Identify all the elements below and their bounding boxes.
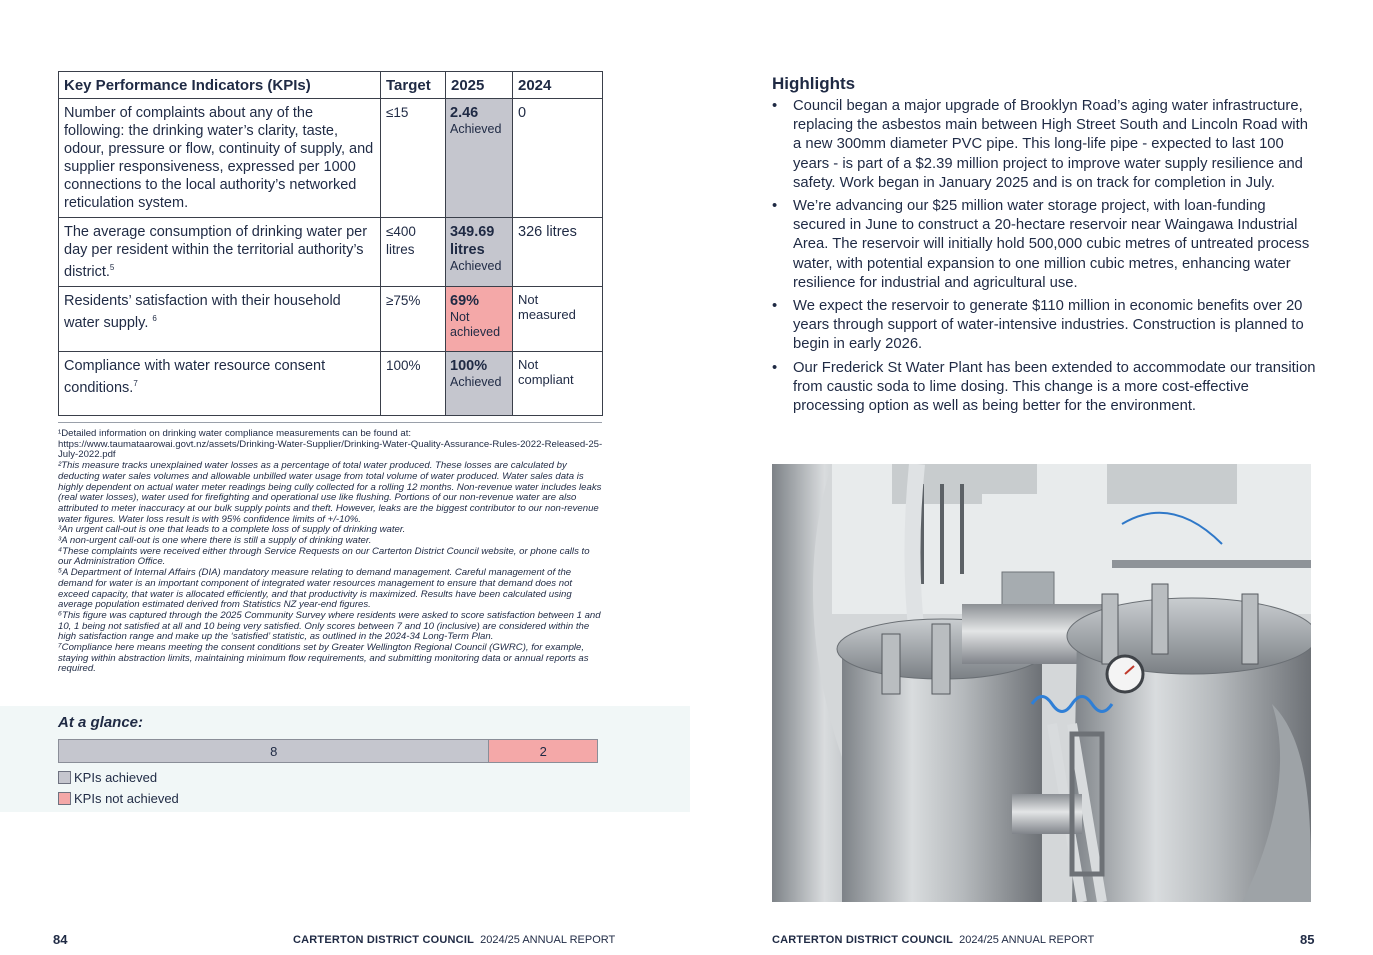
table-row [59,351,603,415]
kpi-target: ≤400 litres [381,218,446,287]
footnote-1: ¹Detailed information on drinking water compliance measurements can be found at: https://www.taumataarowai.govt.nz/assets/Drinking-Water-Supplier/Drinking-Water-Quality-Assurance-Rules-2022-Released-25-July-2022.pdf [58,428,603,461]
footer-report: 2024/25 ANNUAL REPORT [480,934,616,946]
footnote-3a: ³An urgent call-out is one that leads to a complete loss of supply of drinking water. [58,524,406,536]
kpi-result-2025 [446,351,513,415]
kpi-result-2025 [446,218,513,287]
kpi-text: The average consumption of drinking water per day per resident within the territorial authority’s district. [64,224,368,280]
kpi-result-2024: 0 [513,99,603,218]
result-status: Achieved [450,374,502,389]
result-2024-column-header: 2024 [513,72,603,99]
achieved-swatch [58,771,71,784]
result-value: 349.69 litres [450,224,495,258]
list-item: • Council began a major upgrade of Brooklyn Road’s aging water infrastructure, replacing the asbestos main between High Street South and Lincoln Road with a new 300mm diameter PVC pipe. This long-life pipe - expected to last 100 years - is part of a $2.39 million project to improve water supply resilience and safety. Work began in January 2025 and is on track for completion in July. [772,97,1317,193]
legend-item-not-achieved [58,788,179,809]
result-status: Not achieved [450,309,501,339]
footnote-7: ⁷Compliance here means meeting the consent conditions set by Greater Wellington Regional Council (GWRC), for example, staying within abstraction limits, maintaining minimum flow requirements, and submitting monitoring data or annual reports as required. [58,642,589,675]
right-page [690,0,1373,955]
kpi-description [59,286,381,351]
page-number: 85 [1300,932,1315,947]
not-achieved-swatch [58,792,71,805]
highlights-title: Highlights [772,74,856,93]
achieved-segment: 8 [59,740,489,762]
footnote-ref: 7 [133,378,138,388]
footer-org: CARTERTON DISTRICT COUNCIL [293,934,474,946]
table-row [59,286,603,351]
result-2025-column-header: 2025 [446,72,513,99]
result-value: 2.46 [450,105,479,121]
result-status: Achieved [450,122,502,136]
list-item: • We expect the reservoir to generate $110 million in economic benefits over 20 years through support of water-intensive industries. Construction is planned to begin in early 2026. [772,297,1317,355]
footnote-divider [58,422,602,423]
kpi-result-2025 [446,99,513,218]
page-number: 84 [53,932,68,947]
result-value: 69% [450,292,480,309]
kpi-target: 100% [381,351,446,415]
result-value: 100% [450,357,488,374]
kpi-text: Compliance with water resource consent conditions. [64,357,326,396]
kpi-table [58,71,603,416]
footnote-ref: 5 [109,263,115,272]
table-row [59,99,603,218]
page-footer [772,934,1094,946]
footer-org: CARTERTON DISTRICT COUNCIL [772,934,953,946]
footnote-4: ⁴These complaints were received either through Service Requests on our Carterton District Council website, or phone calls to our Administration Office. [58,545,590,568]
result-status: Achieved [450,259,502,273]
kpi-result-2025 [446,286,513,351]
kpi-target: ≤15 [381,99,446,218]
kpi-summary-bar [58,739,598,763]
kpi-result-2024: Not measured [513,286,603,351]
kpi-table-header-row [59,72,603,99]
highlights-list [772,97,1317,420]
legend-label: KPIs not achieved [74,791,179,806]
page-footer [293,934,615,946]
at-a-glance-title: At a glance: [58,714,144,731]
glance-legend [58,767,179,809]
list-item: • We’re advancing our $25 million water storage project, with loan-funding secured in June to construct a 20-hectare reservoir near Waingawa Industrial Area. The reservoir will initially hold 500,000 cubic metres of untreated process water, with potential expansion to one million cubic metres, enhancing water resilience for industrial and agricultural use. [772,197,1317,293]
footer-report: 2024/25 ANNUAL REPORT [959,934,1095,946]
kpi-text: Residents’ satisfaction with their household water supply. [64,292,341,331]
kpi-text: Number of complaints about any of the following: the drinking water’s clarity, taste, odour, pressure or flow, continuity of supply, and supplier responsiveness, expressed per 1000 connections to the local authority’s networked reticulation system. [64,105,374,211]
kpi-result-2024: Not compliant [513,351,603,415]
footnote-2: ²This measure tracks unexplained water losses as a percentage of total water produced. These losses are calculated by deducting water sales volumes and allowable unbilled water usage from total volume of water produced. Water sales data is highly dependent on actual water meter readings being cully collected for a rolling 12 months. Non-revenue water includes leaks (real water losses), water used for firefighting and operational use like flushing. Portions of our non-revenue water are also attributed to meter inaccuracy at our bulk supply points and theft. However, leaks are the biggest contributor to our non-revenue water figures. Water loss result is with 95% confidence limits of +/-10%. [58,460,602,525]
footnote-5: ⁵A Department of Internal Affairs (DIA) mandatory measure relating to demand management. Careful management of the demand for water is an important component of integrated water resources management to ensure that demand does not exceed capacity, that water is allocated efficiently, and that productivity is maximized. Results have been calculated using average population estimated derived from Statistics NZ year-end figures. [58,567,573,611]
kpi-column-header: Key Performance Indicators (KPIs) [59,72,381,99]
footnote-ref: 6 [152,313,157,323]
footnote-3b: ³A non-urgent call-out is one where there is still a supply of drinking water. [58,535,372,547]
table-row [59,218,603,287]
kpi-result-2024: 326 litres [513,218,603,287]
water-plant-photo [772,464,1311,902]
kpi-description [59,99,381,218]
legend-item-achieved [58,767,179,788]
list-item: • Our Frederick St Water Plant has been extended to accommodate our transition from caustic soda to lime dosing. This change is a more cost-effective processing option as well as being better for the environment. [772,359,1317,417]
footnotes [58,429,604,675]
not-achieved-segment: 2 [489,740,597,762]
kpi-target: ≥75% [381,286,446,351]
footnote-6: ⁶This figure was captured through the 2025 Community Survey where residents were asked to score satisfaction between 1 and 10, 1 being not satisfied at all and 10 being very satisfied. Only scores between 7 and 10 (inclusive) are considered within the high satisfaction range and make up the ‘satisfied’ statistic, as outlined in the 2024-34 Long-Term Plan. [58,609,601,643]
kpi-description [59,351,381,415]
target-column-header: Target [381,72,446,99]
kpi-description [59,218,381,287]
legend-label: KPIs achieved [74,770,158,785]
